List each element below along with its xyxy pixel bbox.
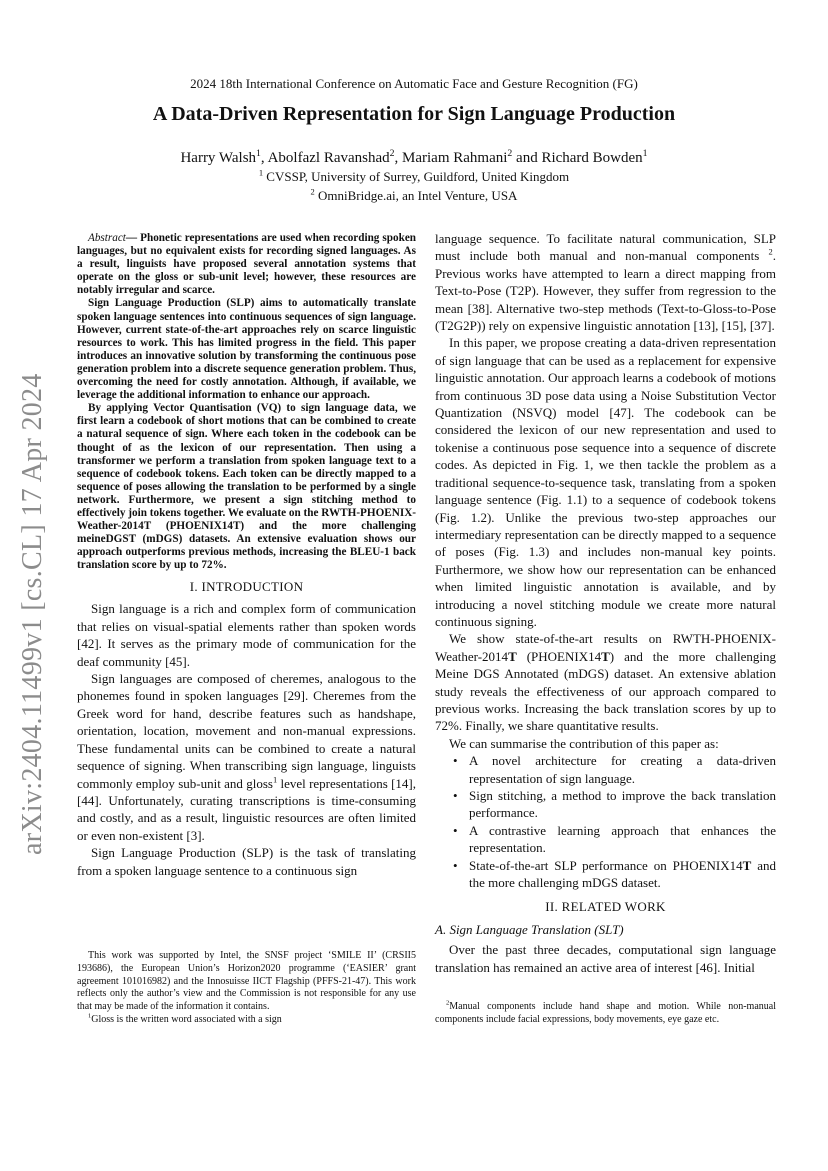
right-column [435,230,776,976]
footnote [435,1001,776,1027]
affiliation-marker: 1 [258,167,264,178]
list-item [453,857,776,892]
abstract-paragraph [77,232,416,297]
abstract [77,232,416,572]
conference-header: 2024 18th International Conference on Automatic Face and Gesture Recognition (FG) [190,76,638,91]
body-paragraph: Sign language is a rich and complex form of communication that relies on visual-spatial elements rather than spoken words [42]. It serves as the primary mode of communication for the deaf community [45]. [77,601,416,669]
abstract-text: Phonetic representations are used when recording spoken languages, but no equivalent exists for recording signed languages. As a result, linguists have proposed several annotation systems that operate on the gloss or sub-unit level; however, these resources are notably irregular and scarce. [77,232,417,297]
paragraph-text: level representations [14], [44]. Unfortunately, curating transcriptions is time-consuming and costly, and as a result, linguistic resources are often limited or even non-existent [3]. [77,775,416,843]
left-column [77,232,416,879]
affiliation-marker: 2 [389,148,395,159]
footnote-marker: 2 [768,247,773,258]
arxiv-watermark: arXiv:2404.11499v1 [cs.CL] 17 Apr 2024 [17,373,48,855]
abstract-label: Abstract [88,232,126,244]
body-paragraph: Sign Language Production (SLP) is the task of translating from a spoken language sentence to a continuous sign [77,845,416,878]
paragraph-text: ) and the more challenging Meine DGS Annotated (mDGS) dataset. An extensive ablation study reveals the effectiveness of our approach compared to previous works. Increasing the back translation scores by up to 72%. Finally, we share quantitative results. [435,648,776,734]
author-name: and Richard Bowden [512,150,643,166]
section-heading-related-work: II. RELATED WORK [545,899,666,915]
paragraph-text: language sequence. To facilitate natural communication, SLP must include both manual and non-manual components [435,231,776,264]
affiliation-marker: 1 [256,148,261,159]
affiliation-marker: 1 [642,148,648,159]
section-heading-introduction: I. INTRODUCTION [189,579,304,595]
footnote-marker: 2 [446,999,450,1007]
list-item: • Sign stitching, a method to improve the back translation performance. [453,787,776,822]
bold-letter: T [508,648,517,664]
author-name: Harry Walsh [180,150,257,166]
list-item-text: State-of-the-art SLP performance on PHOENIX14 [469,857,743,873]
author-name: , Mariam Rahmani [394,150,508,166]
list-item: • A novel architecture for creating a data-driven representation of sign language. [453,752,776,787]
list-item: • A contrastive learning approach that enhances the representation. [453,822,776,857]
abstract-paragraph: By applying Vector Quantisation (VQ) to sign language data, we first learn a codebook of short motions that can be combined to create a natural sequence of sign. Where each token in the codebook can be thought of as the lexicon of our representation. Then using a transformer we perform a translation from spoken language text to a sequence of codebook tokens. Each token can be directly mapped to a sequence of poses allowing the translation to be performed by a single network. Furthermore, we present a sign stitching method to effectively join tokens together. We evaluate on the RWTH-PHOENIX-Weather-2014T (PHOENIX14T) and the more challenging meineDGST (mDGS) datasets. An extensive evaluation shows our approach outperforms previous methods, increasing the BLEU-1 back translation score by up to 72%. [77,402,416,572]
paragraph-text: Sign languages are composed of cheremes, analogous to the phonemes found in spoken languages [29]. Cheremes from the Greek word for hand, describe features such as handshape, orientation, location, movement and non-manual expressions. These fundamental units can be combined to create a natural sequence of signing. When transcribing sign language, linguists commonly employ sub-unit and gloss [77,671,416,791]
affiliation-1 [0,169,828,185]
affiliation-2 [0,188,828,204]
affiliation-marker: 2 [507,148,513,159]
author-list [0,150,828,167]
affiliation-text: CVSSP, University of Surrey, Guildford, United Kingdom [266,169,570,184]
paragraph-text: We show state-of-the-art results on RWTH-PHOENIX-Weather-2014 [435,631,776,664]
author-name: , Abolfazl Ravanshad [260,150,390,166]
footnote [77,1014,416,1027]
affiliation-text: OmniBridge.ai, an Intel Venture, USA [318,188,518,203]
subsection-heading: A. Sign Language Translation (SLT) [435,921,624,937]
bold-letter: T [601,648,610,664]
funding-note: This work was supported by Intel, the SNSF project ‘SMILE II’ (CRSII5 193686), the European Union’s Horizon2020 programme (‘EASIER’ grant agreement 101016982) and the Innosuisse IICT Flagship (PFFS-21-47). This work reflects only the author’s view and the Commission is not responsible for any use that may be made of the information it contains. [77,950,416,1013]
paragraph-text: (PHOENIX14 [516,648,602,664]
body-paragraph: Over the past three decades, computational sign language translation has remained an active area of interest [46]. Initial [435,942,776,975]
introduction-body [77,600,416,879]
contribution-list [435,752,776,891]
body-paragraph [435,230,776,334]
footnote-text: Gloss is the written word associated with a sign [91,1013,282,1025]
footnote-text: Manual components include hand shape and motion. While non-manual components include facial expressions, body movements, eye gaze etc. [435,1001,776,1025]
footnote-marker: 1 [88,1012,92,1020]
abstract-paragraph: Sign Language Production (SLP) aims to automatically translate spoken language sentences into continuous sequences of sign language. However, current state-of-the-art approaches rely on scarce linguistic resources to work. This has limited progress in the field. This paper introduces an innovative solution by transforming the continuous pose generation problem into a discrete sequence generation problem. Thus, overcoming the need for costly annotation. Although, if available, we leverage the additional information to enhance our approach. [77,297,416,402]
affiliation-marker: 2 [310,186,315,197]
body-paragraph: In this paper, we propose creating a data-driven representation of sign language that can be used as a replacement for expensive linguistic annotation. Our approach learns a codebook of motions from continuous 3D pose data using a Noise Substitution Vector Quantization (NSVQ) model [47]. The codebook can be considered the lexicon of our new representation and used to tokenise a continuous pose sequence into a sequence of discrete codes. As depicted in Fig. 1, we then tackle the problem as a traditional sequence-to-sequence task, translating from a spoken language sentence (Fig. 1.1) to a sequence of codebook tokens (Fig. 1.2). Unlike the previous two-step approaches our intermediary representation can be directly mapped to a sequence of poses (Fig. 1.3) and includes non-manual key points. Furthermore, we show how our representation can be enhanced when limited linguistic annotation is available, and by introducing a novel stitching module we create more natural continuous signing. [435,335,776,629]
abstract-dash: — [125,232,141,244]
bold-letter: T [742,857,752,873]
body-paragraph: We can summarise the contribution of this paper as: [449,735,719,751]
body-paragraph [435,630,776,734]
footnote-marker: 1 [272,774,278,785]
list-item-text: and the more challenging mDGS dataset. [469,857,776,891]
body-paragraph [77,670,416,844]
paragraph-text: . Previous works have attempted to learn a direct mapping from Text-to-Pose (T2P). However, they suffer from regression to the mean [38]. Alternative two-step methods (Text-to-Gloss-to-Pose (T2G2P)) rely on expensive linguistic annotation [13], [15], [37]. [435,248,776,334]
paper-title: A Data-Driven Representation for Sign Language Production [152,103,676,125]
footnotes-left [77,950,416,1027]
footnotes-right [435,1001,776,1027]
